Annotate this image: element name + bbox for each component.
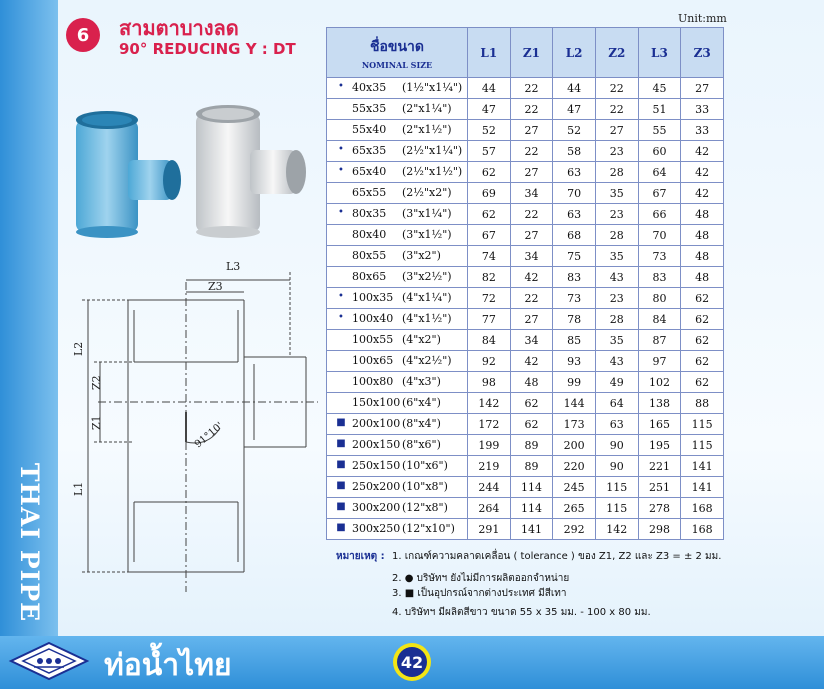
inch-size: (4"x2½") bbox=[402, 354, 452, 367]
dimension-cell-z2: 43 bbox=[595, 351, 638, 372]
inch-size: (1½"x1¼") bbox=[402, 81, 463, 94]
dimension-cell-z2: 63 bbox=[595, 414, 638, 435]
dimension-cell-l1: 62 bbox=[468, 162, 511, 183]
dimension-cell-z3: 62 bbox=[681, 330, 724, 351]
inch-size: (3"x1½") bbox=[402, 228, 452, 241]
dimension-cell-z3: 62 bbox=[681, 351, 724, 372]
dimension-cell-z3: 115 bbox=[681, 414, 724, 435]
nominal-size-cell bbox=[327, 225, 468, 246]
dimension-cell-z2: 28 bbox=[595, 225, 638, 246]
dimension-cell-l3: 67 bbox=[638, 183, 681, 204]
dimension-cell-l2: 73 bbox=[553, 288, 596, 309]
metric-size: 80x55 bbox=[352, 249, 387, 262]
dimension-cell-l2: 44 bbox=[553, 78, 596, 99]
brand-name: ท่อน้ำไทย bbox=[104, 648, 232, 683]
table-row bbox=[327, 519, 724, 540]
table-row bbox=[327, 99, 724, 120]
dimension-cell-l1: 77 bbox=[468, 309, 511, 330]
dimension-cell-z1: 34 bbox=[510, 330, 553, 351]
dimension-cell-l1: 62 bbox=[468, 204, 511, 225]
dimension-cell-z3: 33 bbox=[681, 120, 724, 141]
dimension-cell-l2: 52 bbox=[553, 120, 596, 141]
table-row bbox=[327, 141, 724, 162]
column-header: Z2 bbox=[595, 28, 638, 78]
dimension-cell-z1: 42 bbox=[510, 267, 553, 288]
dimension-cell-l1: 82 bbox=[468, 267, 511, 288]
dimension-cell-l1: 199 bbox=[468, 435, 511, 456]
table-row bbox=[327, 183, 724, 204]
dimension-cell-l2: 75 bbox=[553, 246, 596, 267]
white-reducing-y-fitting bbox=[196, 105, 306, 238]
dimension-cell-l2: 70 bbox=[553, 183, 596, 204]
dimension-cell-z2: 22 bbox=[595, 99, 638, 120]
inch-size: (2"x1½") bbox=[402, 123, 452, 136]
dimension-cell-z3: 88 bbox=[681, 393, 724, 414]
metric-size: 100x35 bbox=[352, 291, 394, 304]
nominal-size-cell bbox=[327, 351, 468, 372]
nominal-size-cell bbox=[327, 372, 468, 393]
table-row bbox=[327, 414, 724, 435]
dimension-cell-z1: 22 bbox=[510, 204, 553, 225]
nominal-size-cell bbox=[327, 498, 468, 519]
dimension-cell-z3: 27 bbox=[681, 78, 724, 99]
dimension-cell-l3: 66 bbox=[638, 204, 681, 225]
dimension-cell-l2: 144 bbox=[553, 393, 596, 414]
dimension-cell-z1: 27 bbox=[510, 120, 553, 141]
dimension-cell-z1: 62 bbox=[510, 414, 553, 435]
dimension-cell-l3: 87 bbox=[638, 330, 681, 351]
dimension-cell-z3: 48 bbox=[681, 267, 724, 288]
metric-size: 80x65 bbox=[352, 270, 387, 283]
nominal-size-header bbox=[327, 28, 468, 78]
dimension-table bbox=[326, 27, 724, 540]
nominal-size-cell bbox=[327, 78, 468, 99]
not-produced-marker-icon: • bbox=[338, 312, 344, 323]
dimension-cell-l3: 45 bbox=[638, 78, 681, 99]
metric-size: 250x150 bbox=[352, 459, 401, 472]
metric-size: 55x35 bbox=[352, 102, 387, 115]
dimension-cell-l1: 72 bbox=[468, 288, 511, 309]
nominal-size-cell bbox=[327, 288, 468, 309]
dimension-cell-l3: 251 bbox=[638, 477, 681, 498]
table-row bbox=[327, 225, 724, 246]
dimension-cell-z1: 42 bbox=[510, 351, 553, 372]
table-row bbox=[327, 162, 724, 183]
dimension-cell-l1: 172 bbox=[468, 414, 511, 435]
inch-size: (12"x10") bbox=[402, 522, 455, 535]
nominal-size-cell bbox=[327, 456, 468, 477]
dimension-cell-z3: 48 bbox=[681, 204, 724, 225]
metric-size: 100x40 bbox=[352, 312, 394, 325]
nominal-size-cell bbox=[327, 477, 468, 498]
metric-size: 80x40 bbox=[352, 228, 387, 241]
column-header: L3 bbox=[638, 28, 681, 78]
dimension-cell-z2: 115 bbox=[595, 477, 638, 498]
dimension-cell-l2: 83 bbox=[553, 267, 596, 288]
dimension-cell-l1: 291 bbox=[468, 519, 511, 540]
nominal-size-cell bbox=[327, 519, 468, 540]
metric-size: 40x35 bbox=[352, 81, 387, 94]
metric-size: 200x150 bbox=[352, 438, 401, 451]
dim-label-l1: L1 bbox=[72, 481, 85, 496]
dimension-cell-z2: 64 bbox=[595, 393, 638, 414]
dimension-cell-l2: 99 bbox=[553, 372, 596, 393]
sidebar-brand-text: THAI PIPE bbox=[15, 462, 45, 622]
dimension-cell-z2: 35 bbox=[595, 246, 638, 267]
nominal-size-cell bbox=[327, 309, 468, 330]
dimension-cell-l2: 68 bbox=[553, 225, 596, 246]
metric-size: 65x40 bbox=[352, 165, 387, 178]
dimension-cell-l2: 47 bbox=[553, 99, 596, 120]
dimension-cell-z2: 90 bbox=[595, 456, 638, 477]
dimension-cell-z2: 23 bbox=[595, 288, 638, 309]
inch-size: (8"x6") bbox=[402, 438, 441, 451]
inch-size: (10"x8") bbox=[402, 480, 448, 493]
dimension-cell-l3: 102 bbox=[638, 372, 681, 393]
dimension-cell-z1: 22 bbox=[510, 99, 553, 120]
table-row bbox=[327, 435, 724, 456]
metric-size: 100x65 bbox=[352, 354, 394, 367]
dimension-cell-z2: 22 bbox=[595, 78, 638, 99]
metric-size: 100x80 bbox=[352, 375, 394, 388]
dimension-cell-z1: 22 bbox=[510, 78, 553, 99]
dimension-cell-l1: 84 bbox=[468, 330, 511, 351]
dimension-cell-l1: 142 bbox=[468, 393, 511, 414]
dimension-cell-z3: 48 bbox=[681, 225, 724, 246]
dimension-cell-l1: 67 bbox=[468, 225, 511, 246]
not-produced-marker-icon: • bbox=[338, 207, 344, 218]
note-item: 4. บริษัทฯ มีผลิตสีขาว ขนาด 55 x 35 มม. - 100 x 80 มม. bbox=[392, 607, 651, 618]
technical-drawing bbox=[68, 252, 328, 627]
dimension-cell-z1: 34 bbox=[510, 246, 553, 267]
inch-size: (3"x2½") bbox=[402, 270, 452, 283]
dimension-cell-z2: 28 bbox=[595, 309, 638, 330]
nominal-size-header-english: NOMINAL SIZE bbox=[361, 59, 433, 70]
not-produced-marker-icon: • bbox=[338, 165, 344, 176]
table-row bbox=[327, 204, 724, 225]
blue-reducing-y-fitting bbox=[76, 111, 181, 238]
dimension-cell-l2: 245 bbox=[553, 477, 596, 498]
nominal-size-cell bbox=[327, 183, 468, 204]
unit-label: Unit:mm bbox=[678, 12, 727, 25]
dimension-cell-l3: 97 bbox=[638, 351, 681, 372]
metric-size: 100x55 bbox=[352, 333, 394, 346]
table-row bbox=[327, 288, 724, 309]
table-row bbox=[327, 267, 724, 288]
dimension-cell-l1: 57 bbox=[468, 141, 511, 162]
nominal-size-cell bbox=[327, 435, 468, 456]
dimension-cell-l3: 83 bbox=[638, 267, 681, 288]
column-header: L2 bbox=[553, 28, 596, 78]
metric-size: 300x250 bbox=[352, 522, 401, 535]
nominal-size-cell bbox=[327, 120, 468, 141]
column-header: Z1 bbox=[510, 28, 553, 78]
dimension-cell-l3: 298 bbox=[638, 519, 681, 540]
dimension-cell-z2: 115 bbox=[595, 498, 638, 519]
dimension-cell-z2: 35 bbox=[595, 183, 638, 204]
column-header: L1 bbox=[468, 28, 511, 78]
dim-label-z2: Z2 bbox=[90, 375, 103, 390]
dimension-cell-l3: 138 bbox=[638, 393, 681, 414]
table-row bbox=[327, 351, 724, 372]
dim-label-z3: Z3 bbox=[208, 280, 223, 293]
dimension-cell-z3: 141 bbox=[681, 456, 724, 477]
table-header-row bbox=[327, 28, 724, 78]
metric-size: 65x55 bbox=[352, 186, 387, 199]
inch-size: (4"x2") bbox=[402, 333, 441, 346]
column-header: Z3 bbox=[681, 28, 724, 78]
inch-size: (2½"x2") bbox=[402, 186, 452, 199]
dimension-cell-z1: 89 bbox=[510, 435, 553, 456]
dimension-cell-z3: 42 bbox=[681, 141, 724, 162]
dimension-cell-l2: 78 bbox=[553, 309, 596, 330]
notes-label: หมายเหตุ : bbox=[336, 551, 385, 562]
dimension-cell-z1: 27 bbox=[510, 309, 553, 330]
dimension-cell-z1: 22 bbox=[510, 141, 553, 162]
inch-size: (12"x8") bbox=[402, 501, 448, 514]
dim-label-l2: L2 bbox=[72, 341, 85, 356]
dimension-cell-l1: 47 bbox=[468, 99, 511, 120]
dimension-cell-l1: 92 bbox=[468, 351, 511, 372]
inch-size: (8"x4") bbox=[402, 417, 441, 430]
section-title-english: 90° REDUCING Y : DT bbox=[119, 40, 296, 58]
dimension-cell-l1: 74 bbox=[468, 246, 511, 267]
nominal-size-cell bbox=[327, 330, 468, 351]
dimension-cell-z3: 62 bbox=[681, 288, 724, 309]
table-row bbox=[327, 498, 724, 519]
table-row bbox=[327, 456, 724, 477]
dimension-cell-l3: 80 bbox=[638, 288, 681, 309]
metric-size: 200x100 bbox=[352, 417, 401, 430]
imported-marker-icon: ■ bbox=[336, 417, 346, 428]
dimension-cell-l3: 60 bbox=[638, 141, 681, 162]
metric-size: 300x200 bbox=[352, 501, 401, 514]
dimension-cell-z2: 90 bbox=[595, 435, 638, 456]
dimension-cell-l3: 84 bbox=[638, 309, 681, 330]
dimension-cell-l2: 63 bbox=[553, 162, 596, 183]
metric-size: 80x35 bbox=[352, 207, 387, 220]
dimension-cell-z3: 42 bbox=[681, 183, 724, 204]
dimension-cell-z2: 43 bbox=[595, 267, 638, 288]
dimension-cell-l3: 51 bbox=[638, 99, 681, 120]
dimension-cell-l3: 70 bbox=[638, 225, 681, 246]
dimension-cell-l3: 55 bbox=[638, 120, 681, 141]
dimension-cell-l2: 220 bbox=[553, 456, 596, 477]
inch-size: (3"x2") bbox=[402, 249, 441, 262]
dimension-cell-z3: 115 bbox=[681, 435, 724, 456]
dimension-cell-l3: 278 bbox=[638, 498, 681, 519]
imported-marker-icon: ■ bbox=[336, 501, 346, 512]
dimension-cell-l3: 165 bbox=[638, 414, 681, 435]
nominal-size-cell bbox=[327, 246, 468, 267]
metric-size: 65x35 bbox=[352, 144, 387, 157]
table-row bbox=[327, 477, 724, 498]
metric-size: 150x100 bbox=[352, 396, 401, 409]
dimension-cell-z2: 27 bbox=[595, 120, 638, 141]
inch-size: (4"x1½") bbox=[402, 312, 452, 325]
dimension-cell-z1: 22 bbox=[510, 288, 553, 309]
table-row bbox=[327, 393, 724, 414]
dimension-cell-l3: 73 bbox=[638, 246, 681, 267]
table-row bbox=[327, 246, 724, 267]
dimension-cell-z2: 23 bbox=[595, 141, 638, 162]
dimension-cell-z1: 114 bbox=[510, 477, 553, 498]
note-item: 3. ■ เป็นอุปกรณ์จากต่างประเทศ มีสีเทา bbox=[392, 588, 567, 599]
inch-size: (3"x1¼") bbox=[402, 207, 452, 220]
dimension-cell-l2: 173 bbox=[553, 414, 596, 435]
not-produced-marker-icon: • bbox=[338, 144, 344, 155]
dimension-cell-l2: 85 bbox=[553, 330, 596, 351]
page-number-badge bbox=[393, 643, 431, 681]
section-number-badge: 6 bbox=[66, 18, 100, 52]
dimension-cell-z2: 49 bbox=[595, 372, 638, 393]
dimension-cell-l1: 98 bbox=[468, 372, 511, 393]
table-row bbox=[327, 120, 724, 141]
dimension-cell-l2: 58 bbox=[553, 141, 596, 162]
dimension-cell-l2: 200 bbox=[553, 435, 596, 456]
angle-label: 91°10' bbox=[192, 420, 226, 451]
nominal-size-cell bbox=[327, 99, 468, 120]
thai-pipe-logo bbox=[8, 640, 90, 682]
page-number: 42 bbox=[397, 647, 427, 677]
dim-label-z1: Z1 bbox=[90, 415, 103, 430]
dimension-cell-z3: 42 bbox=[681, 162, 724, 183]
dimension-cell-z3: 168 bbox=[681, 519, 724, 540]
dimension-cell-l1: 44 bbox=[468, 78, 511, 99]
nominal-size-cell bbox=[327, 393, 468, 414]
nominal-size-cell bbox=[327, 204, 468, 225]
imported-marker-icon: ■ bbox=[336, 480, 346, 491]
dimension-cell-z2: 28 bbox=[595, 162, 638, 183]
table-row bbox=[327, 309, 724, 330]
nominal-size-cell bbox=[327, 162, 468, 183]
dimension-cell-z2: 23 bbox=[595, 204, 638, 225]
table-row bbox=[327, 78, 724, 99]
nominal-size-cell bbox=[327, 141, 468, 162]
nominal-size-cell bbox=[327, 414, 468, 435]
dimension-cell-l3: 195 bbox=[638, 435, 681, 456]
dimension-cell-l1: 52 bbox=[468, 120, 511, 141]
inch-size: (6"x4") bbox=[402, 396, 441, 409]
imported-marker-icon: ■ bbox=[336, 438, 346, 449]
dimension-cell-z1: 48 bbox=[510, 372, 553, 393]
dimension-cell-l2: 93 bbox=[553, 351, 596, 372]
nominal-size-header-thai: ชื่อขนาด bbox=[369, 38, 424, 55]
inch-size: (10"x6") bbox=[402, 459, 448, 472]
not-produced-marker-icon: • bbox=[338, 81, 344, 92]
inch-size: (4"x1¼") bbox=[402, 291, 452, 304]
dimension-cell-l1: 69 bbox=[468, 183, 511, 204]
dimension-cell-l1: 219 bbox=[468, 456, 511, 477]
dimension-cell-l2: 265 bbox=[553, 498, 596, 519]
dimension-cell-z1: 141 bbox=[510, 519, 553, 540]
dimension-cell-z2: 142 bbox=[595, 519, 638, 540]
dimension-cell-z1: 114 bbox=[510, 498, 553, 519]
dimension-cell-z1: 27 bbox=[510, 162, 553, 183]
inch-size: (2"x1¼") bbox=[402, 102, 452, 115]
dimension-cell-z3: 62 bbox=[681, 372, 724, 393]
dimension-cell-z1: 62 bbox=[510, 393, 553, 414]
dimension-cell-z3: 168 bbox=[681, 498, 724, 519]
sidebar bbox=[0, 0, 58, 689]
metric-size: 250x200 bbox=[352, 480, 401, 493]
inch-size: (2½"x1¼") bbox=[402, 144, 463, 157]
dimension-cell-z3: 33 bbox=[681, 99, 724, 120]
metric-size: 55x40 bbox=[352, 123, 387, 136]
dimension-cell-l3: 221 bbox=[638, 456, 681, 477]
nominal-size-cell bbox=[327, 267, 468, 288]
inch-size: (2½"x1½") bbox=[402, 165, 463, 178]
product-photo bbox=[68, 100, 318, 245]
dimension-cell-z2: 35 bbox=[595, 330, 638, 351]
inch-size: (4"x3") bbox=[402, 375, 441, 388]
dimension-cell-z1: 89 bbox=[510, 456, 553, 477]
table-row bbox=[327, 372, 724, 393]
dimension-cell-z3: 141 bbox=[681, 477, 724, 498]
dimension-cell-l3: 64 bbox=[638, 162, 681, 183]
dimension-cell-z3: 62 bbox=[681, 309, 724, 330]
dimension-cell-l1: 244 bbox=[468, 477, 511, 498]
dimension-cell-l2: 292 bbox=[553, 519, 596, 540]
dimension-cell-l1: 264 bbox=[468, 498, 511, 519]
imported-marker-icon: ■ bbox=[336, 459, 346, 470]
dim-label-l3: L3 bbox=[226, 260, 241, 273]
dimension-cell-z1: 34 bbox=[510, 183, 553, 204]
dimension-cell-z1: 27 bbox=[510, 225, 553, 246]
note-item: 2. ● บริษัทฯ ยังไม่มีการผลิตออกจำหน่าย bbox=[392, 573, 570, 584]
imported-marker-icon: ■ bbox=[336, 522, 346, 533]
dimension-cell-l2: 63 bbox=[553, 204, 596, 225]
table-row bbox=[327, 330, 724, 351]
note-item: 1. เกณฑ์ความคลาดเคลื่อน ( tolerance ) ของ Z1, Z2 และ Z3 = ± 2 มม. bbox=[392, 551, 722, 562]
section-title-thai: สามตาบางลด bbox=[119, 16, 239, 40]
not-produced-marker-icon: • bbox=[338, 291, 344, 302]
dimension-cell-z3: 48 bbox=[681, 246, 724, 267]
